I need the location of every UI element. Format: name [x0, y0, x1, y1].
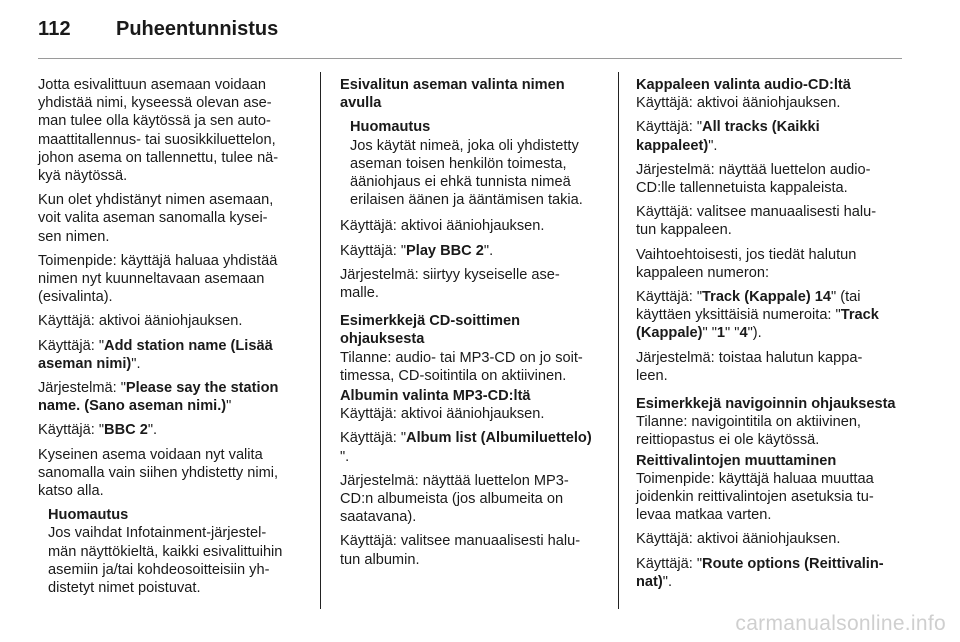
- paragraph: Järjestelmä: näyttää luettelon MP3- CD:n albumeista (jos albumeita on saatavana).: [340, 472, 569, 526]
- voice-command: Route options (Reittivalin- nat): [636, 555, 884, 590]
- note-box: [340, 118, 602, 209]
- paragraph: [340, 242, 602, 260]
- text: " ": [702, 325, 717, 342]
- page-number: 112: [38, 18, 71, 40]
- text: ".: [147, 422, 158, 439]
- text: Käyttäjä: ": [340, 430, 407, 447]
- paragraph: Vaihtoehtoisesti, jos tiedät halutun kappaleen numeron:: [636, 246, 857, 281]
- paragraph: Käyttäjä: valitsee manuaalisesti halu- tun kappaleen.: [636, 204, 877, 239]
- text: " (tai käyttäen yksittäisiä numeroita: ": [636, 289, 861, 324]
- text: Käyttäjä: ": [636, 555, 703, 572]
- text: ".: [708, 137, 718, 154]
- voice-command: Track (Kappale): [636, 307, 879, 342]
- voice-command: All tracks (Kaikki kappaleet): [636, 119, 820, 154]
- note-body: Jos vaihdat Infotainment-järjestel- män näyttökieltä, kaikki esivalittuihin asemiin ja/tai kohdeosoitteisiin yh- distetyt nimet poistuvat.: [48, 525, 283, 597]
- paragraph: Järjestelmä: siirtyy kyseiselle ase- malle.: [340, 266, 560, 302]
- paragraph: [636, 118, 904, 154]
- text: Käyttäjä: ": [636, 289, 703, 306]
- column-3: [636, 76, 904, 597]
- paragraph: Tilanne: navigointitila on aktiivinen, reittiopastus ei ole käytössä.: [636, 414, 861, 449]
- text: " ": [725, 325, 740, 342]
- page-title: Puheentunnistus: [116, 18, 279, 40]
- voice-command: Album list (Albumiluettelo): [406, 430, 592, 447]
- text: Käyttäjä: ": [636, 119, 703, 136]
- section-heading: Esivalitun aseman valinta nimen avulla: [340, 77, 565, 112]
- text: ").: [747, 325, 762, 342]
- paragraph: Kyseinen asema voidaan nyt valita sanomalla vain siihen yhdistetty nimi, katso alla.: [38, 446, 279, 500]
- text: ".: [131, 355, 141, 372]
- subsection-heading: Reittivalintojen muuttaminen: [636, 452, 837, 469]
- paragraph: Järjestelmä: toistaa halutun kappa- leen.: [636, 349, 863, 384]
- subsection-heading: Kappaleen valinta audio-CD:ltä: [636, 77, 851, 93]
- text: Järjestelmä: ": [38, 380, 126, 397]
- paragraph: Jotta esivalittuun asemaan voidaan yhdistää nimi, kyseessä olevan ase- man tulee olla käytössä ja sen auto- maattitallennus- tai suosikkiluettelon, johon asema on tallennettu, tulee nä- kyä näytössä.: [38, 77, 279, 185]
- text: ".: [483, 242, 494, 259]
- text: Käyttäjä: ": [340, 242, 407, 259]
- paragraph: Tilanne: audio- tai MP3-CD on jo soit- timessa, CD-soitintila on aktiivinen.: [340, 349, 583, 384]
- column-2: [340, 76, 602, 575]
- paragraph: Käyttäjä: aktivoi ääniohjauksen.: [38, 313, 243, 330]
- section-heading: Esimerkkejä navigoinnin ohjauksesta: [636, 396, 896, 413]
- voice-command: Play BBC 2: [406, 242, 484, 259]
- paragraph: Käyttäjä: aktivoi ääniohjauksen.: [636, 95, 841, 112]
- paragraph: Käyttäjä: aktivoi ääniohjauksen.: [340, 406, 545, 423]
- paragraph: [340, 429, 602, 465]
- header-rule: [38, 58, 902, 59]
- paragraph: Kun olet yhdistänyt nimen asemaan, voit valita aseman sanomalla kysei- sen nimen.: [38, 192, 274, 245]
- subsection-heading: Albumin valinta MP3-CD:ltä: [340, 388, 531, 405]
- paragraph: Toimenpide: käyttäjä haluaa yhdistää nimen nyt kuunneltavaan asemaan (esivalinta).: [38, 252, 278, 306]
- voice-command: Track (Kappale) 14: [702, 289, 832, 306]
- voice-command: 4: [739, 325, 748, 342]
- text: ".: [662, 573, 673, 590]
- system-prompt: Please say the station name. (Sano aseman nimi.): [38, 380, 279, 415]
- paragraph: [38, 337, 306, 373]
- column-1: [38, 76, 306, 605]
- paragraph: [38, 421, 306, 439]
- text: ".: [340, 448, 350, 465]
- voice-command: BBC 2: [104, 422, 148, 439]
- watermark: carmanualsonline.info: [735, 612, 946, 635]
- paragraph: [636, 555, 904, 591]
- paragraph: Käyttäjä: aktivoi ääniohjauksen.: [636, 531, 841, 548]
- text: Käyttäjä: ": [38, 422, 105, 439]
- note-title: Huomautus: [48, 507, 129, 524]
- column-divider-1: [320, 72, 321, 609]
- voice-command: 1: [716, 325, 726, 342]
- text: ": [226, 398, 232, 415]
- note-title: Huomautus: [350, 119, 431, 136]
- paragraph: [636, 288, 904, 343]
- section-heading: Esimerkkejä CD-soittimen ohjauksesta: [340, 313, 521, 348]
- paragraph: Järjestelmä: näyttää luettelon audio- CD:lle tallennetuista kappaleista.: [636, 161, 871, 197]
- paragraph: Käyttäjä: aktivoi ääniohjauksen.: [340, 218, 545, 235]
- column-divider-2: [618, 72, 619, 609]
- paragraph: Käyttäjä: valitsee manuaalisesti halu- tun albumin.: [340, 533, 581, 568]
- note-box: [38, 506, 306, 597]
- paragraph: Toimenpide: käyttäjä haluaa muuttaa joidenkin reittivalintojen asetuksia tu- levaa matkaa varten.: [636, 470, 874, 524]
- note-body: Jos käytät nimeä, joka oli yhdistetty aseman toisen henkilön toimesta, ääniohjaus ei ehkä tunnista nimeä erilaisen äänen ja ääntämisen takia.: [350, 137, 583, 209]
- text: Käyttäjä: ": [38, 337, 105, 354]
- voice-command: Add station name (Lisää aseman nimi): [38, 337, 273, 372]
- paragraph: [38, 379, 306, 415]
